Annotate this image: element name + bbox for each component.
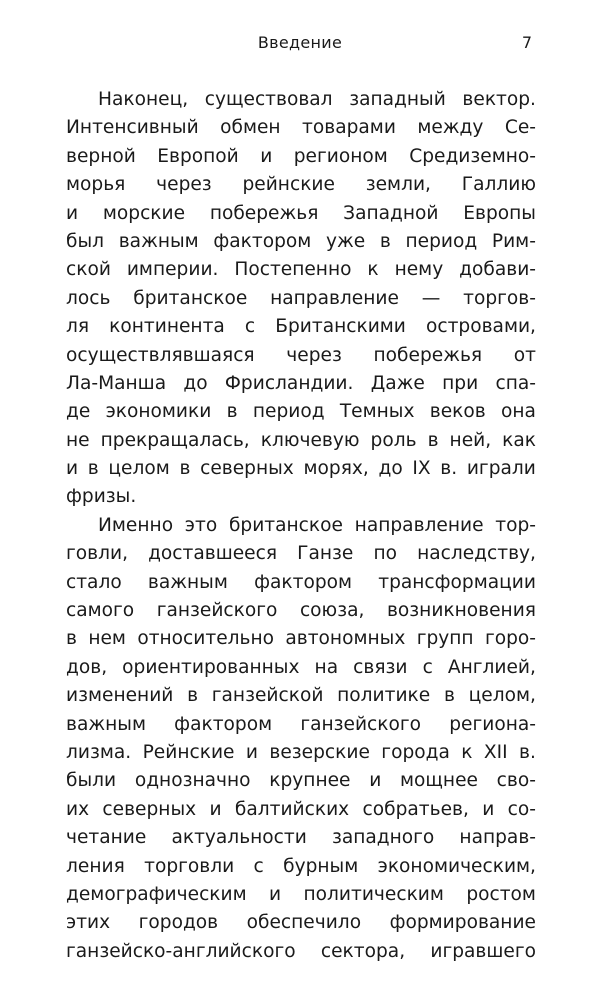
word: направление [354, 514, 484, 536]
word: между [417, 117, 484, 139]
word: балтийских [234, 798, 350, 820]
word: Наконец, [98, 89, 189, 110]
word: ганзейского [156, 600, 278, 622]
word: веков [429, 401, 486, 423]
word: западный [349, 89, 446, 110]
word: Ла-Манша [66, 372, 167, 394]
word: в [226, 401, 238, 423]
word: Галлию [461, 174, 536, 196]
word: в [66, 628, 77, 650]
text-line [66, 256, 536, 284]
text-line [66, 228, 536, 256]
word: актуальности [171, 827, 307, 849]
word: Британскими [275, 316, 406, 338]
word: крупнее [269, 770, 351, 792]
word: британское [133, 287, 248, 309]
word: Фрисландии. [224, 372, 354, 394]
word: города [381, 741, 450, 763]
text-line [66, 739, 536, 767]
word: нему [394, 259, 444, 281]
word: континента [109, 316, 225, 338]
word: с [253, 855, 264, 877]
word: их [66, 798, 90, 820]
word: и [245, 741, 258, 763]
word: ориентированных [122, 656, 300, 678]
word: направление [270, 287, 399, 309]
text-line [66, 86, 536, 114]
word: фактором [174, 713, 273, 735]
word: и [209, 798, 222, 820]
word: Именно [98, 514, 174, 536]
word: это [184, 514, 218, 536]
word: собратьев, [362, 798, 469, 820]
word: в [179, 458, 191, 480]
word: британское [228, 514, 343, 536]
word: сектора, [320, 940, 406, 962]
word: и [260, 145, 273, 167]
word: и [66, 458, 79, 480]
word: и [66, 202, 79, 224]
running-header [0, 33, 600, 55]
word: был [66, 230, 105, 252]
word: империи. [126, 259, 219, 281]
word: этих [66, 912, 111, 934]
word: формирование [389, 912, 536, 934]
text-line [66, 682, 536, 710]
text-line [66, 483, 536, 511]
word: в. [440, 458, 458, 480]
word: торгов- [463, 287, 536, 309]
word: в [87, 458, 99, 480]
text-line [66, 540, 536, 568]
word: ганзейского [300, 713, 422, 735]
word: регионом [293, 145, 388, 167]
word: IX [412, 458, 431, 480]
text-line [66, 313, 536, 341]
word: однозначно [134, 770, 251, 792]
word: целом, [468, 685, 536, 707]
word: ключевую [260, 429, 360, 451]
word: XII [483, 741, 508, 763]
word: бурным [283, 855, 359, 877]
word: сво- [496, 770, 536, 792]
word: земли, [365, 174, 431, 196]
text-line [66, 114, 536, 142]
word: самого [66, 600, 135, 622]
text-line [66, 569, 536, 597]
text-line [66, 455, 536, 483]
word: по [373, 543, 397, 565]
word: морях, [303, 458, 369, 480]
word: в [379, 230, 391, 252]
word: ростом [466, 883, 536, 905]
page-number: 7 [521, 33, 532, 52]
word: морья [66, 174, 126, 196]
text-line [66, 143, 536, 171]
word: изменений [66, 685, 174, 707]
word: были [66, 770, 117, 792]
word: ганзейско-английского [66, 940, 296, 962]
text-line [66, 512, 536, 540]
word: обеспечило [246, 912, 362, 934]
word: осуществлявшаяся [66, 344, 255, 366]
word: добави- [459, 259, 536, 281]
word: и [369, 770, 382, 792]
word: период [252, 401, 325, 423]
word: Европой [157, 145, 239, 167]
word: нем [88, 628, 126, 650]
word: мощнее [400, 770, 478, 792]
word: в [443, 685, 455, 707]
word: роль [370, 429, 417, 451]
word: говли, [66, 543, 128, 565]
word: она [501, 401, 536, 423]
word: тор- [495, 514, 536, 536]
word: наследству, [417, 543, 536, 565]
text-line [66, 171, 536, 199]
word: экономики [105, 401, 212, 423]
word: четание [66, 827, 147, 849]
text-line [66, 427, 536, 455]
text-line [66, 767, 536, 795]
text-line [66, 711, 536, 739]
text-line [66, 625, 536, 653]
word: связи [353, 656, 408, 678]
word: в. [519, 741, 536, 763]
text-line [66, 398, 536, 426]
word: ней, [449, 429, 492, 451]
word: доставшееся [148, 543, 278, 565]
text-line [66, 881, 536, 909]
word: торговли [144, 855, 235, 877]
word: регионa- [449, 713, 536, 735]
word: лось [66, 287, 111, 309]
word: дов, [66, 656, 108, 678]
text-line [66, 909, 536, 937]
word: вектор. [462, 89, 536, 110]
word: политике [337, 685, 431, 707]
word: существовал [204, 89, 333, 110]
word: северных [200, 458, 294, 480]
word: Се- [504, 117, 536, 139]
chapter-title: Введение [257, 33, 343, 52]
word: от [513, 344, 536, 366]
word: северных [102, 798, 197, 820]
word: Даже [370, 372, 425, 394]
word: стало [66, 571, 122, 593]
word: Западной [343, 202, 439, 224]
word: групп [416, 628, 474, 650]
text-line [66, 200, 536, 228]
word: относительно [137, 628, 275, 650]
word: играли [466, 458, 536, 480]
word: при [442, 372, 479, 394]
text-line [66, 370, 536, 398]
word: политическим [303, 883, 444, 905]
text-line [66, 342, 536, 370]
word: рейнские [242, 174, 335, 196]
text-line [66, 597, 536, 625]
word: Средиземно- [409, 145, 536, 167]
word: как [502, 429, 536, 451]
word: ля [66, 316, 90, 338]
word: с [244, 316, 256, 338]
word: горо- [484, 628, 536, 650]
word: и [269, 883, 282, 905]
word: Рим- [491, 230, 536, 252]
word: островами, [425, 316, 536, 338]
word: побережья [209, 202, 319, 224]
word: к [461, 741, 473, 763]
word: западного [331, 827, 435, 849]
text-line [66, 853, 536, 881]
text-line [66, 285, 536, 313]
word: ления [66, 855, 125, 877]
text-line [66, 824, 536, 852]
word: демографическим [66, 883, 247, 905]
word: через [156, 174, 212, 196]
word: направ- [459, 827, 536, 849]
word: прекращалась, [100, 429, 250, 451]
word: — [421, 287, 441, 309]
word: к [367, 259, 379, 281]
word: экономическим, [377, 855, 536, 877]
word: побережья [373, 344, 483, 366]
word: городов [138, 912, 219, 934]
word: Постепенно [234, 259, 352, 281]
word: трансформации [378, 571, 536, 593]
word: важным [147, 571, 228, 593]
word: Ганзе [297, 543, 354, 565]
body-text [66, 86, 536, 966]
word: возникновения [386, 600, 536, 622]
text-line [66, 796, 536, 824]
word: в [187, 685, 199, 707]
word: важным [66, 713, 146, 735]
word: ганзейской [211, 685, 324, 707]
word: спа- [495, 372, 536, 394]
word: до [183, 372, 208, 394]
word: де [66, 401, 91, 423]
word: важным [118, 230, 199, 252]
word: со- [507, 798, 536, 820]
text-line [66, 654, 536, 682]
word: Рейнские [142, 741, 235, 763]
word: Интенсивный [66, 117, 199, 139]
word: на [314, 656, 339, 678]
word: автономных [285, 628, 406, 650]
word: лизма. [66, 741, 132, 763]
word: с [422, 656, 433, 678]
word: игравшего [430, 940, 536, 962]
word: верной [66, 145, 136, 167]
word: фактором [254, 571, 353, 593]
word: Темных [339, 401, 415, 423]
word: уже [325, 230, 366, 252]
word: Англией, [447, 656, 536, 678]
word: везерские [269, 741, 370, 763]
word: Европы [463, 202, 536, 224]
word: в [427, 429, 439, 451]
word: морские [102, 202, 186, 224]
word: фризы. [66, 486, 137, 508]
word: товарами [302, 117, 396, 139]
word: период [405, 230, 478, 252]
word: целом [108, 458, 170, 480]
word: фактором [213, 230, 312, 252]
word: до [378, 458, 403, 480]
word: союза, [299, 600, 365, 622]
word: через [286, 344, 342, 366]
word: обмен [220, 117, 281, 139]
text-line [66, 938, 536, 966]
word: ской [66, 259, 111, 281]
word: и [482, 798, 495, 820]
word: не [66, 429, 90, 451]
